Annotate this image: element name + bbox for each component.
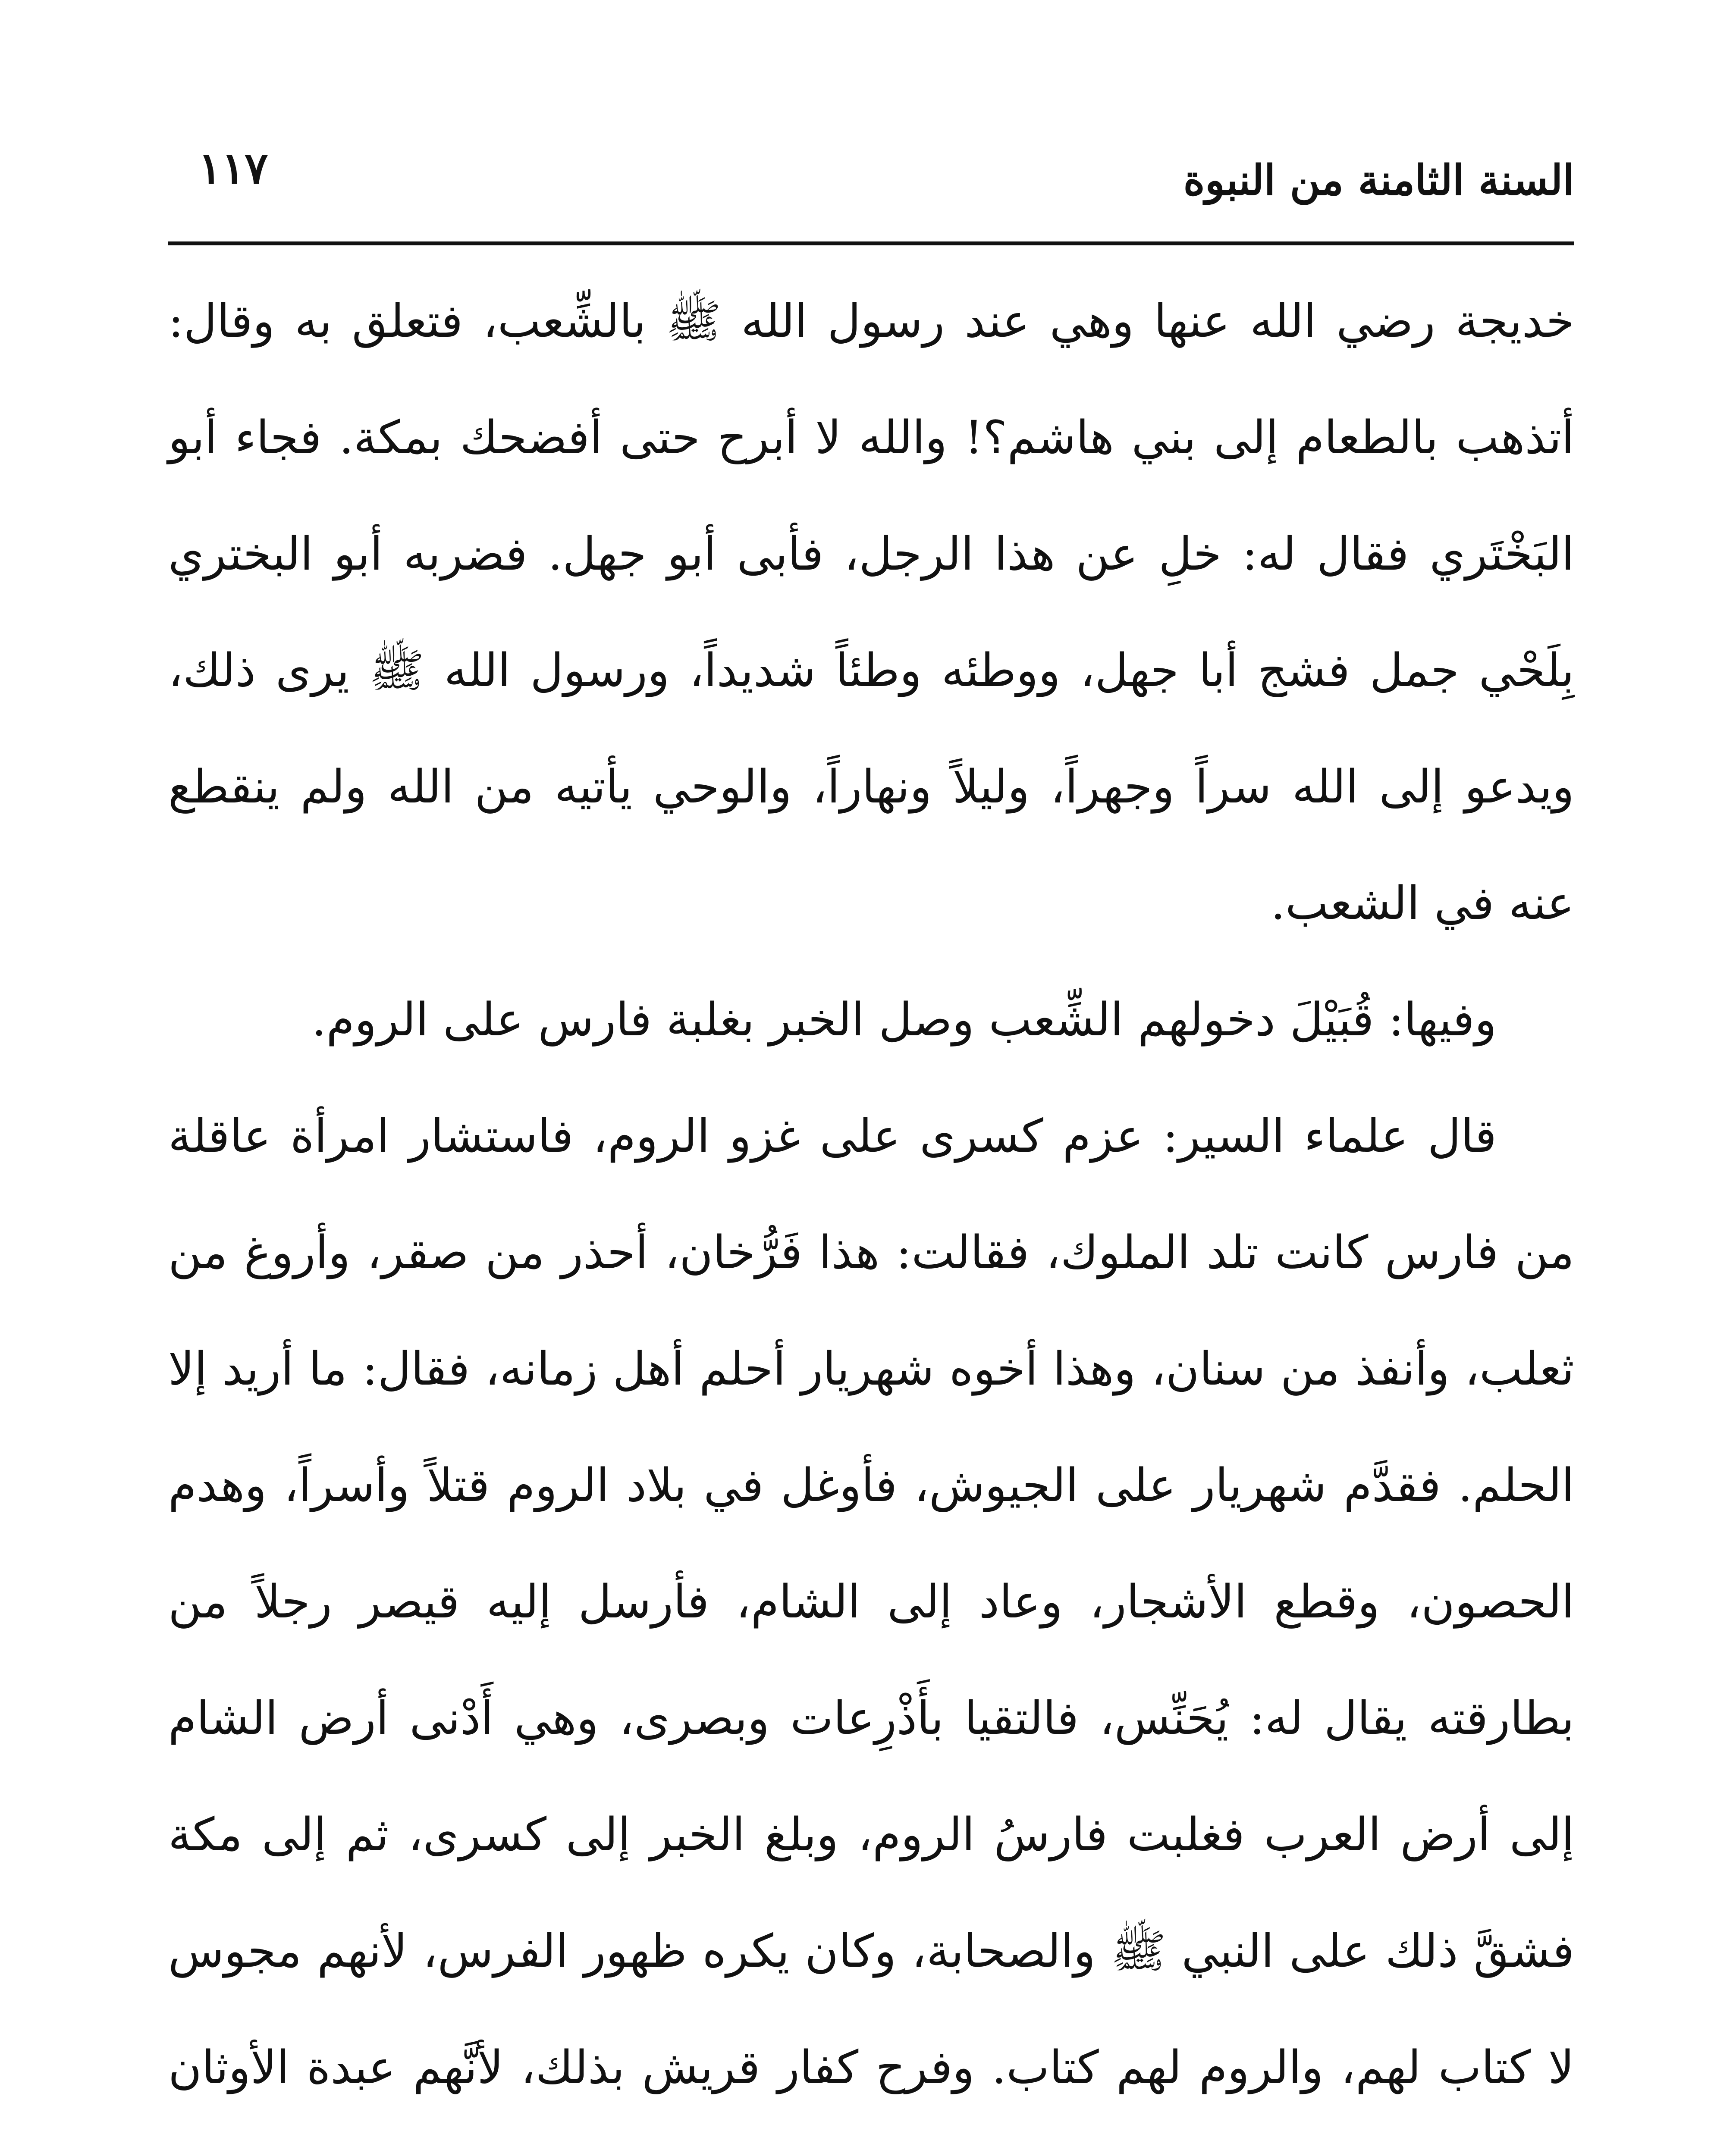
running-title: السنة الثامنة من النبوة (1183, 156, 1574, 204)
page-number: ١١٧ (198, 143, 268, 194)
paragraph-1: خديجة رضي الله عنها وهي عند رسول الله ﷺ بالشِّعب، فتعلق به وقال: أتذهب بالطعام إلى بني هاشم؟! والله لا أبرح حتى أفضحك بمكة. فجاء أبو البَخْتَري فقال له: خلِ عن هذا الرجل، فأبى أبو جهل. فضربه أبو البختري بِلَحْي جمل فشج أبا جهل، ووطئه وطئاً شديداً، ورسول الله ﷺ يرى ذلك، ويدعو إلى الله سراً وجهراً، وليلاً ونهاراً، والوحي يأتيه من الله ولم ينقطع عنه في الشعب. (168, 295, 1574, 930)
body-text (168, 263, 1574, 2156)
paragraph-3 (168, 1078, 1574, 2156)
paragraph-3-text-a: قال علماء السير: عزم كسرى على غزو الروم، فاستشار امرأة عاقلة من فارس كانت تلد الملوك، فقالت: هذا فَرُّخان، أحذر من صقر، وأروغ من ثعلب، وأنفذ من سنان، وهذا أخوه شهريار أحلم أهل زمانه، فقال: ما أريد إلا الحلم. فقدَّم شهريار على الجيوش، فأوغل في بلاد الروم قتلاً وأسراً، وهدم الحصون، وقطع الأشجار، وعاد إلى الشام، فأرسل إليه قيصر رجلاً من بطارقته يقال له: يُحَنِّس، فالتقيا بأَذْرِعات وبصرى، وهي أَدْنى أرض الشام إلى أرض العرب فغلبت فارسُ الروم، وبلغ الخبر إلى كسرى، ثم إلى مكة فشقَّ ذلك على النبي ﷺ والصحابة، وكان يكره ظهور الفرس، لأنهم مجوس لا كتاب لهم، والروم لهم كتاب. وفرح كفار قريش بذلك، لأنَّهم عبدة الأوثان (168, 1109, 1574, 2094)
header-divider (168, 241, 1574, 245)
page-header (168, 129, 1574, 233)
paragraph-2: وفيها: قُبَيْلَ دخولهم الشِّعب وصل الخبر بغلبة فارس على الروم. (311, 993, 1497, 1046)
